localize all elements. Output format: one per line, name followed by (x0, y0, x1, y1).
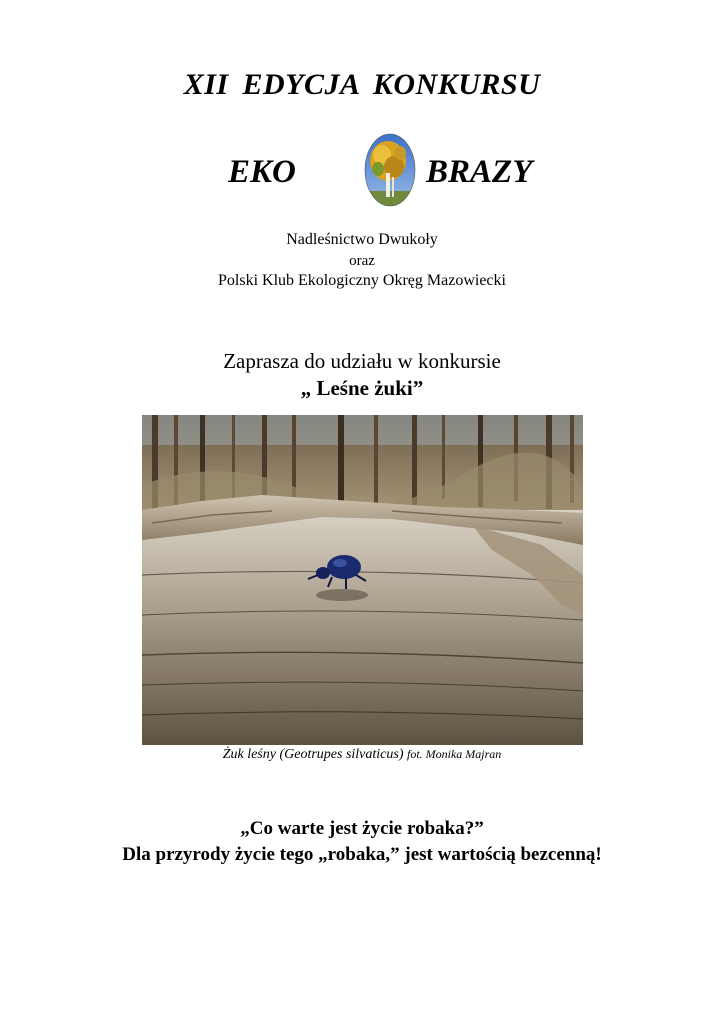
organizer-conjunction: oraz (349, 253, 375, 269)
contest-name: „ Leśne żuki” (300, 376, 424, 400)
photo-caption (0, 747, 724, 763)
organizer-forestry: Nadleśnictwo Dwukoły (286, 231, 438, 248)
quote-question: „Co warte jest życie robaka?” (240, 818, 484, 839)
beetle-photo (142, 415, 583, 745)
quote-answer: Dla przyrody życie tego „robaka,” jest wartością bezcenną! (122, 844, 602, 865)
invitation-text: Zaprasza do udziału w konkursie (223, 349, 501, 373)
caption-credit: fot. Monika Majran (406, 747, 502, 761)
organizer-club: Polski Klub Ekologiczny Okręg Mazowiecki (218, 272, 506, 289)
logo-text-left: EKO (228, 154, 296, 190)
contest-title: XII EDYCJA KONKURSU (183, 68, 541, 101)
tree-logo-icon (364, 133, 416, 207)
logo-text-right: BRAZY (426, 154, 533, 190)
caption-species: Żuk leśny (Geotrupes silvaticus) (222, 747, 404, 762)
